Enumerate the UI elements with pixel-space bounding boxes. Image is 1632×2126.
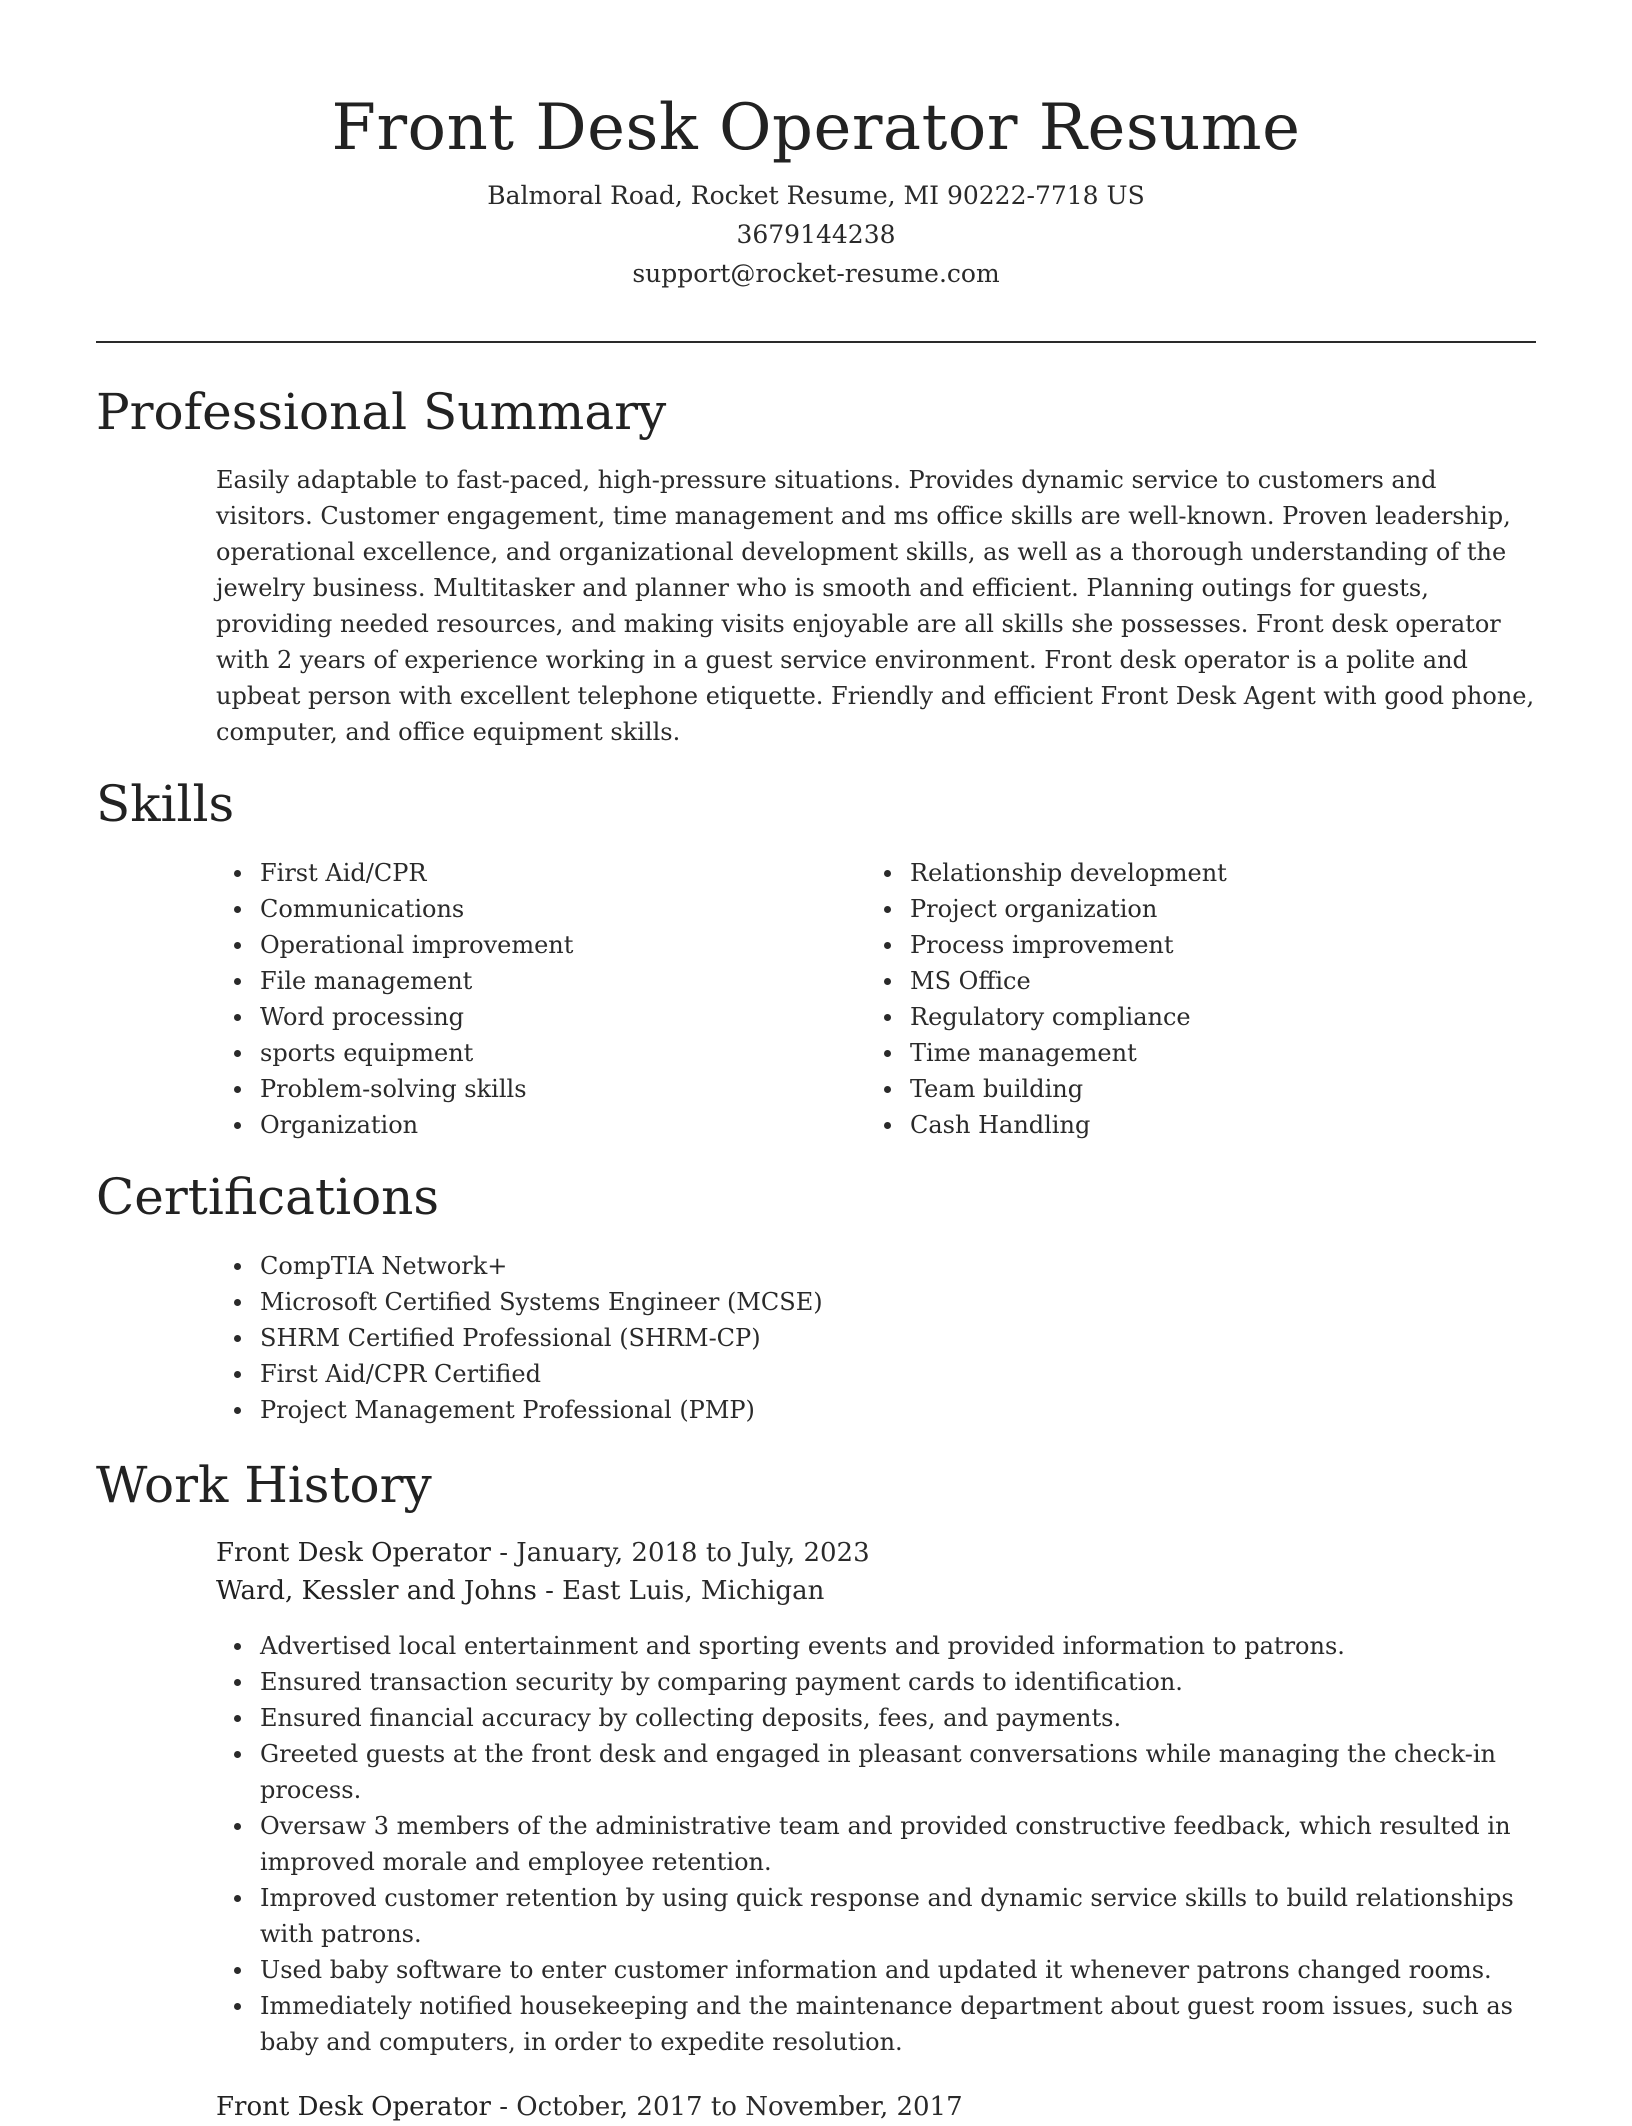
job-title-line xyxy=(216,2088,1516,2126)
list-item: Improved customer retention by using quick response and dynamic service skills to build relationships with patrons. xyxy=(216,1880,1516,1952)
list-item: Project organization xyxy=(866,891,1506,927)
list-item: CompTIA Network+ xyxy=(216,1248,1516,1284)
job-company: Ward, Kessler and Johns xyxy=(216,1576,537,1606)
list-item: First Aid/CPR Certified xyxy=(216,1356,1516,1392)
list-item: Time management xyxy=(866,1035,1506,1071)
list-item: Communications xyxy=(216,891,816,927)
job-dates: - October, 2017 to November, 2017 xyxy=(490,2092,963,2122)
list-item: sports equipment xyxy=(216,1035,816,1071)
list-item: Ensured transaction security by comparing payment cards to identification. xyxy=(216,1664,1516,1700)
contact-email: support@rocket-resume.com xyxy=(632,259,1000,288)
list-item: Immediately notified housekeeping and the maintenance department about guest room issues, such as baby and computers, in order to expedite resolution. xyxy=(216,1988,1516,2060)
list-item: SHRM Certified Professional (SHRM-CP) xyxy=(216,1320,1516,1356)
job-dates: - January, 2018 to July, 2023 xyxy=(490,1538,870,1568)
list-item: Relationship development xyxy=(866,855,1506,891)
skills-heading: Skills xyxy=(96,775,235,833)
job-title-line xyxy=(216,1534,1516,1572)
list-item: Regulatory compliance xyxy=(866,999,1506,1035)
list-item: Problem-solving skills xyxy=(216,1071,816,1107)
skills-list-right xyxy=(866,855,1506,1143)
job-location: - East Luis, Michigan xyxy=(536,1576,825,1606)
list-item: Greeted guests at the front desk and engaged in pleasant conversations while managing the check-in process. xyxy=(216,1736,1516,1808)
list-item: MS Office xyxy=(866,963,1506,999)
list-item: Cash Handling xyxy=(866,1107,1506,1143)
list-item: Team building xyxy=(866,1071,1506,1107)
list-item: Microsoft Certified Systems Engineer (MCSE) xyxy=(216,1284,1516,1320)
list-item: Project Management Professional (PMP) xyxy=(216,1392,1516,1428)
list-item: First Aid/CPR xyxy=(216,855,816,891)
job-duties-list xyxy=(216,1628,1516,2060)
summary-text: Easily adaptable to fast-paced, high-pressure situations. Provides dynamic service to customers and visitors. Customer engagement, time management and ms office skills are well-known. Proven leadership, operational excellence, and organizational development skills, as well as a thorough understanding of the jewelry business. Multitasker and planner who is smooth and efficient. Planning outings for guests, providing needed resources, and making visits enjoyable are all skills she possesses. Front desk operator with 2 years of experience working in a guest service environment. Front desk operator is a polite and upbeat person with excellent telephone etiquette. Friendly and efficient Front Desk Agent with good phone, computer, and office equipment skills. xyxy=(216,466,1535,746)
job-title: Front Desk Operator xyxy=(216,1538,491,1568)
header-divider xyxy=(96,341,1536,343)
work-history-heading: Work History xyxy=(96,1456,432,1514)
list-item: Word processing xyxy=(216,999,816,1035)
list-item: Used baby software to enter customer information and updated it whenever patrons changed rooms. xyxy=(216,1952,1516,1988)
list-item: Advertised local entertainment and sporting events and provided information to patrons. xyxy=(216,1628,1516,1664)
summary-heading: Professional Summary xyxy=(96,383,667,441)
list-item: File management xyxy=(216,963,816,999)
list-item: Organization xyxy=(216,1107,816,1143)
contact-address: Balmoral Road, Rocket Resume, MI 90222-7718 US xyxy=(487,181,1145,210)
resume-title: Front Desk Operator Resume xyxy=(331,91,1301,165)
certifications-list xyxy=(216,1248,1516,1428)
contact-phone: 3679144238 xyxy=(736,220,896,249)
skills-list-left xyxy=(216,855,816,1143)
list-item: Oversaw 3 members of the administrative team and provided constructive feedback, which resulted in improved morale and employee retention. xyxy=(216,1808,1516,1880)
certifications-heading: Certifications xyxy=(96,1168,440,1226)
resume-header xyxy=(96,80,1536,293)
job-title: Front Desk Operator xyxy=(216,2092,491,2122)
job-company-line xyxy=(216,1572,1516,1610)
list-item: Operational improvement xyxy=(216,927,816,963)
list-item: Process improvement xyxy=(866,927,1506,963)
list-item: Ensured financial accuracy by collecting deposits, fees, and payments. xyxy=(216,1700,1516,1736)
